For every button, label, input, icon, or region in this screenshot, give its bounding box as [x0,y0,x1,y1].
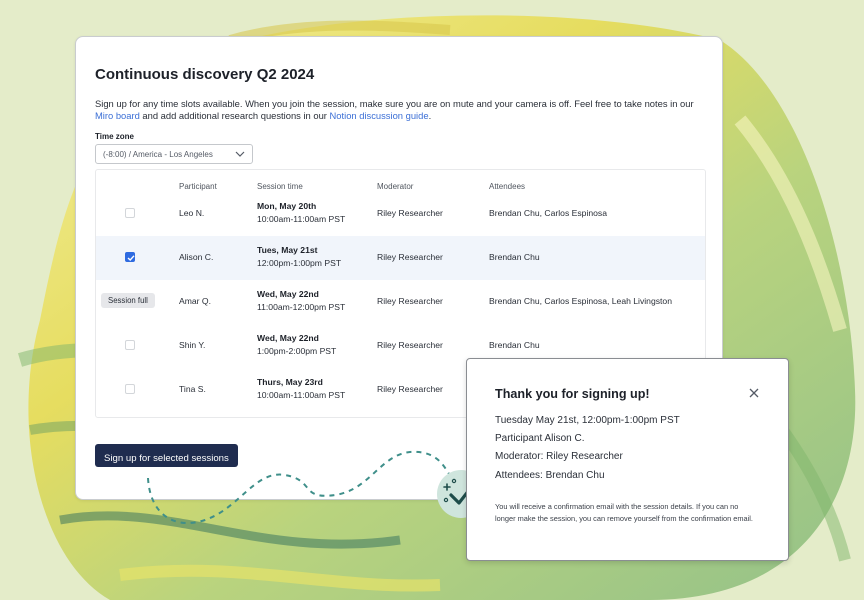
session-time: 10:00am-11:00am PST [257,390,346,400]
notion-guide-link[interactable]: Notion discussion guide [329,110,429,121]
session-time: 1:00pm-2:00pm PST [257,346,337,356]
session-date: Wed, May 22nd [257,333,319,343]
table-row [96,280,705,324]
participant-name: Tina S. [179,384,206,394]
checkmark-icon [127,254,135,262]
column-header-moderator: Moderator [377,182,414,191]
modal-session-time: Tuesday May 21st, 12:00pm-1:00pm PST [495,415,680,426]
row-checkbox[interactable] [125,252,135,262]
miro-board-link[interactable]: Miro board [95,110,140,121]
modal-attendees: Attendees: Brendan Chu [495,470,605,481]
signup-submit-button[interactable]: Sign up for selected sessions [95,444,238,467]
table-row[interactable] [96,192,705,236]
timezone-value: (-8:00) / America - Los Angeles [103,150,213,159]
timezone-label: Time zone [95,132,134,141]
participant-name: Shin Y. [179,340,206,350]
moderator: Riley Researcher [377,208,443,218]
column-header-attendees: Attendees [489,182,526,191]
description-text: . [428,110,432,121]
session-time: 12:00pm-1:00pm PST [257,258,342,268]
participant-name: Amar Q. [179,296,211,306]
participant-name: Leo N. [179,208,205,218]
session-full-badge: Session full [101,293,155,308]
modal-title: Thank you for signing up! [495,387,650,401]
table-row[interactable] [96,236,705,280]
row-checkbox[interactable] [125,208,135,218]
column-header-session-time: Session time [257,182,303,191]
description-text: and add additional research questions in our [139,110,330,121]
modal-note: You will receive a confirmation email with the session details. If you can no longer make the session, you can remove yourself from the confirmation email. [495,502,753,523]
moderator: Riley Researcher [377,296,443,306]
page-title: Continuous discovery Q2 2024 [95,66,315,83]
attendees: Brendan Chu, Carlos Espinosa, Leah Livingston [489,296,672,306]
description-text: Sign up for any time slots available. When you join the session, make sure you are on mute and your camera is off. Feel free to take notes in our [95,98,694,109]
modal-participant: Participant Alison C. [495,433,585,444]
description [95,98,705,122]
attendees: Brendan Chu [489,252,540,262]
row-checkbox[interactable] [125,384,135,394]
moderator: Riley Researcher [377,384,443,394]
row-checkbox[interactable] [125,340,135,350]
close-icon[interactable] [748,387,760,399]
participant-name: Alison C. [179,252,214,262]
modal-moderator: Moderator: Riley Researcher [495,451,623,462]
session-date: Mon, May 20th [257,201,317,211]
chevron-down-icon [235,150,245,158]
confirmation-modal [466,358,789,561]
attendees: Brendan Chu [489,340,540,350]
session-date: Wed, May 22nd [257,289,319,299]
session-time: 10:00am-11:00am PST [257,214,346,224]
session-date: Tues, May 21st [257,245,318,255]
attendees: Brendan Chu, Carlos Espinosa [489,208,607,218]
column-header-participant: Participant [179,182,217,191]
session-time: 11:00am-12:00pm PST [257,302,346,312]
timezone-select[interactable] [95,144,253,164]
session-date: Thurs, May 23rd [257,377,323,387]
moderator: Riley Researcher [377,252,443,262]
moderator: Riley Researcher [377,340,443,350]
